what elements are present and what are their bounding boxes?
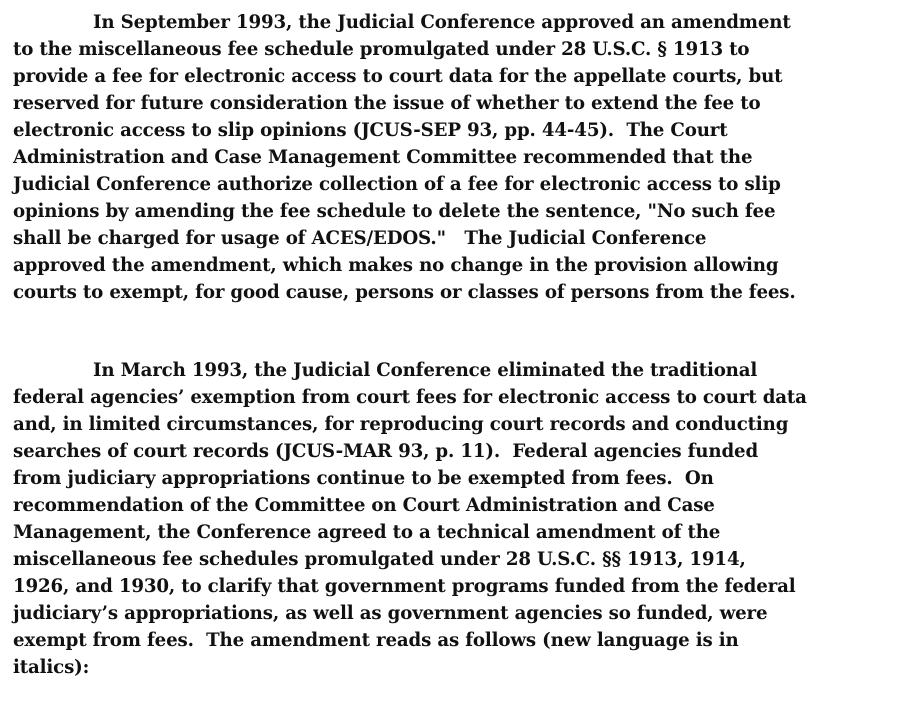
text-line: judiciary’s appropriations, as well as government agencies so funded, were [13,603,768,624]
text-line: federal agencies’ exemption from court fees for electronic access to court data [13,387,807,408]
text-line: italics): [13,657,90,678]
text-line: In September 1993, the Judicial Conference approved an amendment [93,12,791,33]
text-line: shall be charged for usage of ACES/EDOS." The Judicial Conference [13,228,707,249]
text-line: approved the amendment, which makes no change in the provision allowing [13,255,779,276]
text-line: to the miscellaneous fee schedule promulgated under 28 U.S.C. § 1913 to [13,39,750,60]
text-line: exempt from fees. The amendment reads as follows (new language is in [13,630,739,651]
text-line: opinions by amending the fee schedule to delete the sentence, "No such fee [13,201,776,222]
text-line: from judiciary appropriations continue to be exempted from fees. On [13,468,714,489]
text-line: In March 1993, the Judicial Conference eliminated the traditional [93,360,758,381]
paragraph-march-1993 [13,357,903,681]
text-line: Judicial Conference authorize collection of a fee for electronic access to slip [13,174,781,195]
text-line: recommendation of the Committee on Court Administration and Case [13,495,715,516]
text-line: reserved for future consideration the issue of whether to extend the fee to [13,93,761,114]
text-line: searches of court records (JCUS-MAR 93, p. 11). Federal agencies funded [13,441,759,462]
text-line: miscellaneous fee schedules promulgated under 28 U.S.C. §§ 1913, 1914, [13,549,746,570]
text-line: Management, the Conference agreed to a technical amendment of the [13,522,721,543]
text-line: electronic access to slip opinions (JCUS-SEP 93, pp. 44-45). The Court [13,120,728,141]
text-line: provide a fee for electronic access to court data for the appellate courts, but [13,66,783,87]
text-line: 1926, and 1930, to clarify that government programs funded from the federal [13,576,796,597]
paragraph-september-1993 [13,9,903,306]
text-line: courts to exempt, for good cause, persons or classes of persons from the fees. [13,282,796,303]
text-line: and, in limited circumstances, for reproducing court records and conducting [13,414,789,435]
text-line: Administration and Case Management Committee recommended that the [13,147,753,168]
